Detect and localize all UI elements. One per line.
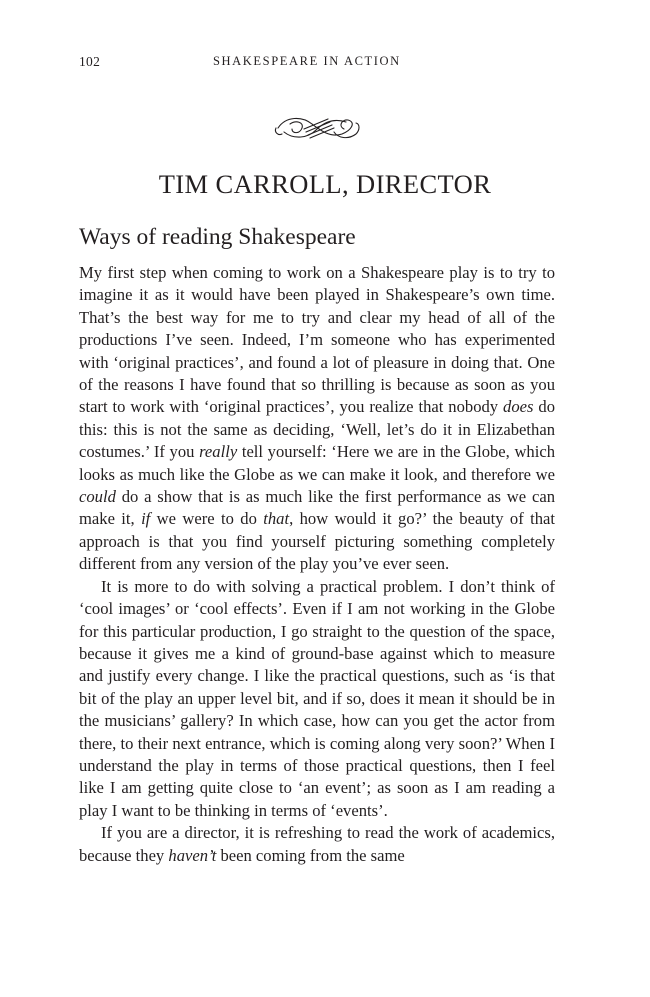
chapter-title: TIM CARROLL, DIRECTOR [158,169,492,199]
text-run: If you are a director, it is refreshing to read the work of academics, because they [79,823,555,865]
text-run: tell yourself: ‘Here we are in the Globe, which looks as much like the Globe as we can make it look, and therefore we [79,442,555,484]
text-run: , how would it go?’ the beauty of that approach is that you find yourself picturing something completely different from any version of the play you’ve ever seen. [79,509,555,574]
running-head-title: SHAKESPEARE IN ACTION [213,54,401,68]
flourish-ornament-icon [272,112,364,144]
paragraph [79,262,555,576]
text-run: been coming from the same [216,845,405,865]
emphasis: if [141,509,151,529]
text-run: It is more to do with solving a practical problem. I don’t think of ‘cool images’ or ‘cool effects’. Even if I am not working in the Globe for this particular production, I go straight to the question of the space, because it gives me a kind of ground-base against which to measure and justify every change. I like the practical questions, such as ‘is that bit of the play an upper level bit, and if so, does it mean it should be in the musicians’ gallery? In which case, how can you get the actor from there, to their next entrance, which is coming along very soon?’ When I understand the play in terms of those practical questions, then I feel like I am getting quite close to ‘an event’; as soon as I am reading a play I want to be thinking in terms of ‘events’. [79,576,555,820]
page-number: 102 [79,54,101,69]
text-run: do a show that is as much like the first performance as we can make it, [79,487,555,529]
emphasis: could [79,487,116,507]
text-run: do this: this is not the same as deciding, ‘Well, let’s do it in Elizabethan costumes.’ If you [79,397,555,462]
text-run: we were to do [150,509,264,529]
emphasis: really [199,442,238,462]
paragraph [79,576,555,822]
body-text [79,262,555,867]
section-title: Ways of reading Shakespeare [79,224,356,250]
emphasis: does [503,397,534,417]
emphasis: haven’t [168,845,217,865]
text-run: My first step when coming to work on a Shakespeare play is to try to imagine it as it would have been played in Shakespeare’s own time. That’s the best way for me to try and clear my head of all of the productions I’ve seen. Indeed, I’m someone who has experimented with ‘original practices’, and found a lot of pleasure in doing that. One of the reasons I have found that so thrilling is because as soon as you start to work with ‘original practices’, you realize that nobody [79,263,555,417]
running-head [79,54,575,74]
paragraph [79,822,555,867]
emphasis: that [263,509,290,529]
